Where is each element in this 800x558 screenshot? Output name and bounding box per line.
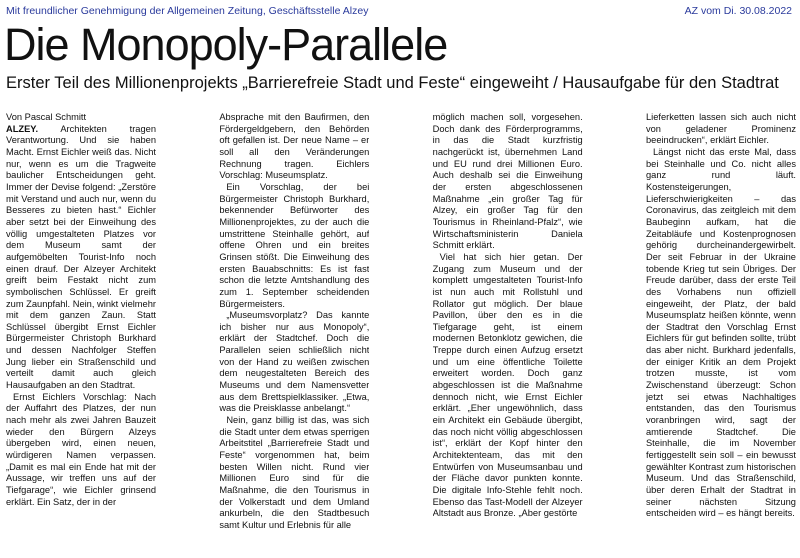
dateline: ALZEY.: [6, 123, 39, 134]
paragraph: „Museumsvorplatz? Das kannte ich bisher nur aus Monopoly“, erklärt der Stadtchef. Doch die Parallelen seien schließlich nicht von der Hand zu weißen zwischen dem neugestalteten Bereich des Museums und dem Namensvetter aus dem Brettspielklassiker. „Etwa, was die Preisklasse anbelangt.“: [219, 310, 370, 414]
text-column-3: [433, 112, 583, 554]
byline: Von Pascal Schmitt: [6, 112, 87, 122]
article-subheadline: Erster Teil des Millionenprojekts „Barrierefreie Stadt und Feste“ eingeweiht / Hausaufgabe für den Stadtrat: [6, 74, 779, 92]
paragraph-text: Architekten tragen Verantwortung. Und sie haben Macht. Ernst Eichler weiß das. Nicht nur, wenn es um die Tragweite baulicher Entscheidungen geht. Immer der Devise folgend: „Zerstöre mit Verstand und auch nur, wenn du Besseres zu bieten hast.“ Eichler aber setzt bei der Einweihung des völlig umgestalteten Platzes vor dem Museum samt der aufgemöbelten Tourist-Info noch einen drauf. Der Alzeyer Architekt greift beim Festakt nicht zum symbolischen Schlüssel. Er greift zum Zaunpfahl. Nein, winkt vielmehr mit dem ganzen Zaun. Statt Schlüssel übergibt Ernst Eichler Bürgermeister Christoph Burkhard und dessen Nachfolger Steffen Jung lieber ein Straßenschild und verteilt damit auch gleich Hausaufgaben an den Stadtrat.: [6, 123, 156, 391]
source-bar: [6, 3, 792, 19]
article-body: [6, 112, 796, 554]
paragraph: Absprache mit den Baufirmen, den Fördergeldgebern, den Behörden oft gefallen ist. Der neue Name – er soll all den Veränderungen Rechnung tragen. Eichlers Vorschlag: Museumsplatz.: [219, 112, 370, 181]
paragraph: möglich machen soll, vorgesehen. Doch dank des Förderprogramms, in das die Stadt kurzfristig nachgerückt ist, übernehmen Land und EU rund drei Millionen Euro. Auch deshalb sei die Einweihung der ersten abgeschlossenen Maßnahme „ein großer Tag für Alzey, ein großer Tag für den Tourismus in Rheinland-Pfalz“, wie Wirtschaftsministerin Daniela Schmitt erklärt.: [432, 112, 583, 251]
article-headline: Die Monopoly-Parallele: [4, 19, 448, 70]
paragraph: Ein Vorschlag, der bei Bürgermeister Christoph Burkhard, bekennender Befürworter des Millionenprojektes, zu der auch die umstrittene Steinhalle gehört, auf offene Ohren und ein breites Grinsen stößt. Die Einweihung des ersten Bauabschnitts: Es ist fast schon die letzte Amtshandlung des zum 1. September scheidenden Bürgermeisters.: [219, 181, 370, 309]
text-column-2: [219, 112, 369, 554]
paragraph: Viel hat sich hier getan. Der Zugang zum Museum und der komplett umgestalteten Tourist-Info ist nun auch mit Rollstuhl und Rollator gut möglich. Der blaue Pavillon, über den es in die Tiefgarage geht, ist einem modernen Betonklotz gewichen, die Treppe durch einen Aufzug ersetzt und um eine öffentliche Toilette erweitert worden. Doch ganz abgeschlossen ist die Maßnahme dennoch nicht, wie Ernst Eichler erklärt. „Eher ungewöhnlich, dass ein Architekt ein Gebäude übergibt, das noch nicht völlig abgeschlossen ist“, erklärt der Kopf hinter den Architektenteam, das mit den Entwürfen von Museumsanbau und der Fläche davor punkten konnte. Die digitale Info-Stehle fehlt noch. Ebenso das Tast-Modell der Alzeyer Altstadt aus Bronze. „Aber gestörte: [432, 251, 583, 519]
paragraph: Lieferketten lassen sich auch nicht von geladener Prominenz beeindrucken“, erklärt Eichler.: [645, 112, 796, 146]
source-credit: Mit freundlicher Genehmigung der Allgemeinen Zeitung, Geschäftsstelle Alzey: [6, 5, 369, 17]
paragraph: Ernst Eichlers Vorschlag: Nach der Auffahrt des Platzes, der nun nach mehr als zwei Jahren Bauzeit wieder den Bürgern Alzeys übergeben wird, einen neuen, würdigeren Namen verpassen. „Damit es mal ein Ende hat mit der Aussage, wir treffen uns auf der Tiefgarage“, wie Eichler grinsend erklärt. Ein Satz, der in der: [6, 391, 156, 507]
publication-date: AZ vom Di. 30.08.2022: [684, 5, 792, 17]
paragraph: [6, 124, 156, 392]
text-column-1: [6, 112, 156, 554]
text-column-4: [646, 112, 796, 554]
paragraph: Nein, ganz billig ist das, was sich die Stadt unter dem etwas sperrigen Arbeitstitel „Barrierefreie Stadt und Feste“ vorgenommen hat, beim besten Willen nicht. Rund vier Millionen Euro sind für die Maßnahme, die den Tourismus in der Volkerstadt und dem Umland ankurbeln, die den Stadtbesuch samt Kultur und Erlebnis für alle: [219, 415, 370, 530]
paragraph: Längst nicht das erste Mal, dass bei Steinhalle und Co. nicht alles ganz rund läuft. Kostensteigerungen, Lieferschwierigkeiten – das Coronavirus, das zeitgleich mit dem Baubeginn aufkam, hat die Zeitabläufe und Kostenprognosen gehörig durcheinandergewirbelt. Der seit Februar in der Ukraine tobende Krieg tut sein Übriges. Der Freude darüber, dass der erste Teil des Vorhabens nun offiziell eingeweiht, der Platz, der bald Museumsplatz heißen könnte, wenn der Stadtrat den Vorschlag Ernst Eichlers für gut befinden sollte, trübt das aber nicht. Burkhard jedenfalls, der einiger Kritik an dem Projekt trotzen musste, ist vom Zwischenstand überzeugt: Schon jetzt sei etwas Nachhaltiges entstanden, das den Tourismus voranbringen wird, sagt der amtierende Stadtchef. Die Steinhalle, die im November fertiggestellt sein soll – ein bewusst gewählter Kontrast zum historischen Museum. Und das Straßenschild, über deren Erhalt der Stadtrat in seiner nächsten Sitzung entscheiden wird – es hängt bereits.: [645, 146, 796, 519]
